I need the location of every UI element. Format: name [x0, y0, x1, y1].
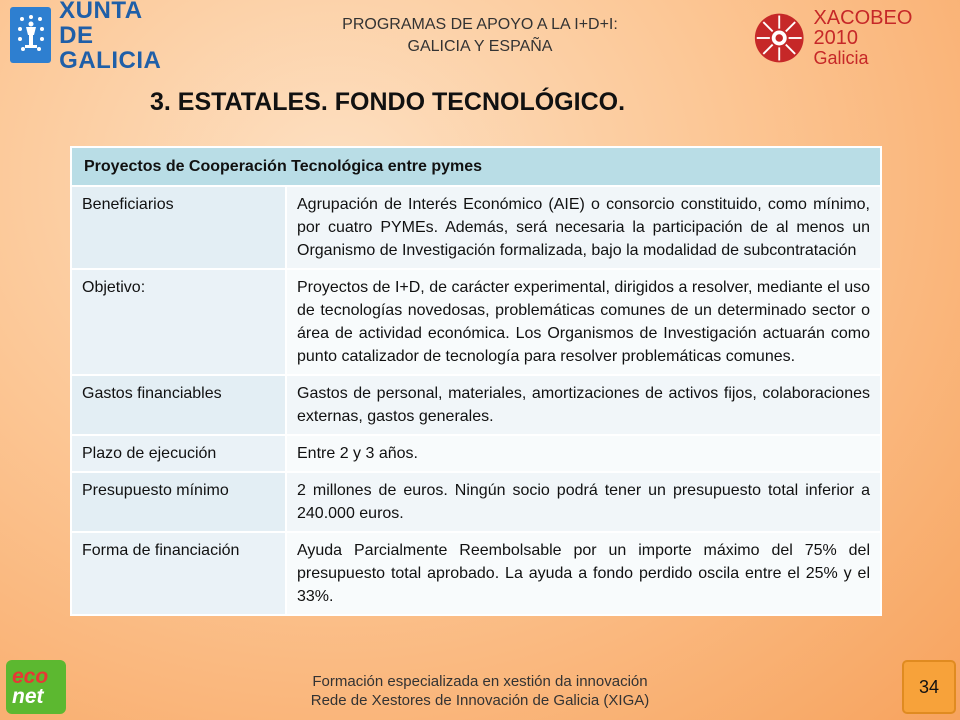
- section-title: 3. ESTATALES. FONDO TECNOLÓGICO.: [150, 88, 626, 116]
- row-value: Gastos de personal, materiales, amortizaciones de activos fijos, colaboraciones externas, gastos generales.: [286, 375, 881, 435]
- table-row: [71, 472, 881, 532]
- table-row: [71, 532, 881, 615]
- xunta-logo: [10, 0, 200, 74]
- header-title-line2: GALICIA Y ESPAÑA: [407, 38, 553, 55]
- table-row: [71, 435, 881, 472]
- header-title-line1: PROGRAMAS DE APOYO A LA I+D+I:: [342, 16, 618, 33]
- econet-logo-top: eco: [12, 665, 49, 688]
- header-title: [300, 14, 660, 58]
- row-label: Gastos financiables: [71, 375, 286, 435]
- xunta-logo-line1: XUNTA: [59, 0, 143, 24]
- xacobeo-logo: [753, 8, 953, 68]
- table-header-row: [71, 147, 881, 186]
- row-label: Presupuesto mínimo: [71, 472, 286, 532]
- footer: [260, 672, 700, 710]
- row-value: 2 millones de euros. Ningún socio podrá tener un presupuesto total inferior a 240.000 euros.: [286, 472, 881, 532]
- galicia-shield-icon: [10, 7, 51, 63]
- footer-line1: Formación especializada en xestión da innovación: [312, 673, 648, 690]
- row-label: Beneficiarios: [71, 186, 286, 269]
- row-label: Plazo de ejecución: [71, 435, 286, 472]
- xunta-logo-line2: DE GALICIA: [59, 21, 162, 74]
- footer-line2: Rede de Xestores de Innovación de Galicia (XIGA): [310, 692, 650, 709]
- xacobeo-logo-line2: Galicia: [813, 48, 869, 68]
- page-number-badge: 34: [902, 660, 956, 714]
- table-row: [71, 269, 881, 375]
- row-value: Proyectos de I+D, de carácter experimental, dirigidos a resolver, mediante el uso de tecnologías novedosas, problemáticas comunes de un determinado sector o área de actividad económica. Los Organismos de Investigación actuarán como punto catalizador de tecnología para resolver problemáticas comunes.: [286, 269, 881, 375]
- table-heading: Proyectos de Cooperación Tecnológica entre pymes: [71, 147, 881, 186]
- econet-logo: [6, 660, 66, 714]
- xacobeo-emblem-icon: [753, 10, 805, 66]
- xacobeo-logo-line1: XACOBEO 2010: [813, 7, 913, 49]
- table-row: [71, 186, 881, 269]
- funding-table: [70, 146, 882, 616]
- row-value: Agrupación de Interés Económico (AIE) o consorcio constituido, como mínimo, por cuatro PYMEs. Además, será necesaria la participación de al menos un Organismo de Investigación formalizada, bajo la modalidad de subcontratación: [286, 186, 881, 269]
- row-value: Ayuda Parcialmente Reembolsable por un importe máximo del 75% del presupuesto total aprobado. La ayuda a fondo perdido oscila entre el 25% y el 33%.: [286, 532, 881, 615]
- row-label: Forma de financiación: [71, 532, 286, 615]
- row-label: Objetivo:: [71, 269, 286, 375]
- econet-logo-bottom: net: [12, 685, 44, 708]
- row-value: Entre 2 y 3 años.: [286, 435, 881, 472]
- table-row: [71, 375, 881, 435]
